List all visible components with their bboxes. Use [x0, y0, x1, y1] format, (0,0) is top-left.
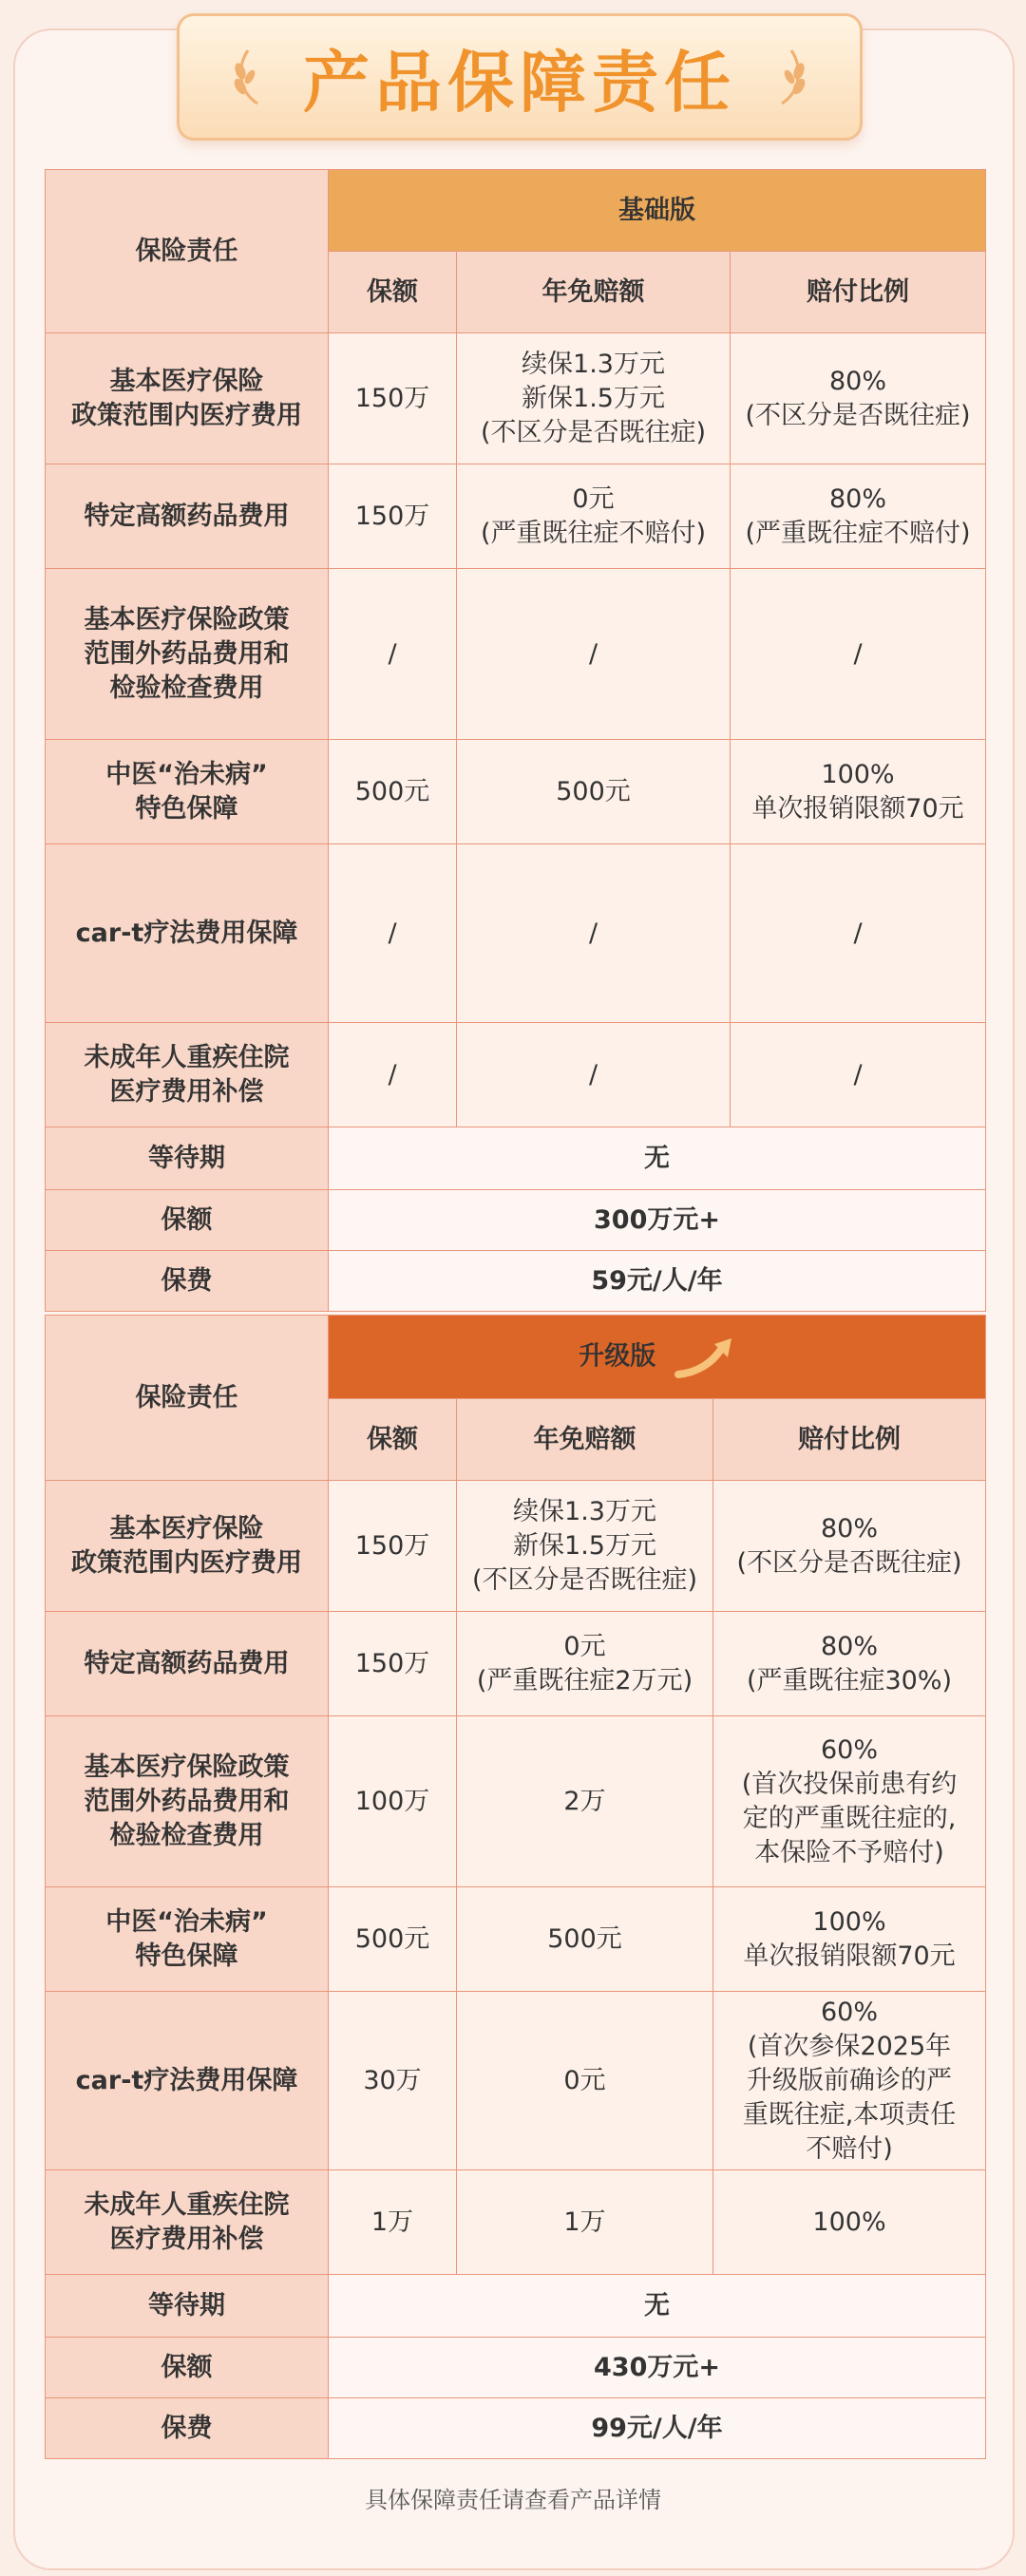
row-label: 未成年人重疾住院 医疗费用补偿 — [46, 1023, 329, 1127]
table-row — [46, 844, 986, 1023]
footer-note: 具体保障责任请查看产品详情 — [365, 2487, 661, 2513]
waiting-period-value: 无 — [329, 1127, 986, 1190]
title-banner — [177, 13, 863, 141]
deductible-cell: 2万 — [457, 1716, 713, 1887]
ratio-cell: 80% (不区分是否既往症) — [713, 1481, 986, 1612]
table-row — [46, 740, 986, 844]
deductible-cell: 1万 — [457, 2170, 713, 2275]
basic-plan-table — [45, 169, 986, 1312]
deductible-cell: 0元 — [457, 1992, 713, 2170]
ratio-cell: / — [731, 844, 986, 1023]
deductible-cell: / — [457, 844, 731, 1023]
amount-cell: / — [329, 569, 457, 740]
waiting-period-label: 等待期 — [46, 1127, 329, 1190]
premium-label: 保费 — [46, 2398, 329, 2459]
table-row — [46, 1481, 986, 1612]
page-title: 产品保障责任 — [303, 43, 736, 122]
upgrade-version-header — [329, 1316, 986, 1399]
row-label: 基本医疗保险 政策范围内医疗费用 — [46, 333, 329, 464]
coverage-value: 300万元+ — [329, 1190, 986, 1251]
premium-label: 保费 — [46, 1251, 329, 1312]
amount-cell: 500元 — [329, 740, 457, 844]
column-header-amount: 保额 — [329, 252, 457, 333]
column-header-amount: 保额 — [329, 1399, 457, 1481]
ratio-cell: / — [731, 569, 986, 740]
ratio-cell: 80% (严重既往症不赔付) — [731, 464, 986, 569]
amount-cell: 150万 — [329, 333, 457, 464]
table-row — [46, 1992, 986, 2170]
table-row — [46, 1612, 986, 1716]
ratio-cell: 100% 单次报销限额70元 — [731, 740, 986, 844]
row-label: 未成年人重疾住院 医疗费用补偿 — [46, 2170, 329, 2275]
ratio-cell: 100% — [713, 2170, 986, 2275]
deductible-cell: 续保1.3万元 新保1.5万元 (不区分是否既往症) — [457, 1481, 713, 1612]
basic-version-header: 基础版 — [329, 170, 986, 252]
laurel-left-icon — [229, 48, 267, 105]
amount-cell: / — [329, 844, 457, 1023]
amount-cell: 150万 — [329, 1612, 457, 1716]
amount-cell: 500元 — [329, 1887, 457, 1992]
row-label: 中医“治未病” 特色保障 — [46, 1887, 329, 1992]
row-label: 基本医疗保险 政策范围内医疗费用 — [46, 1481, 329, 1612]
premium-value: 59元/人/年 — [329, 1251, 986, 1312]
waiting-period-label: 等待期 — [46, 2275, 329, 2338]
deductible-cell: / — [457, 569, 731, 740]
table-row — [46, 333, 986, 464]
deductible-cell: / — [457, 1023, 731, 1127]
amount-cell: 150万 — [329, 1481, 457, 1612]
coverage-label: 保额 — [46, 1190, 329, 1251]
amount-cell: 100万 — [329, 1716, 457, 1887]
amount-cell: 30万 — [329, 1992, 457, 2170]
deductible-cell: 500元 — [457, 740, 731, 844]
ratio-cell: 60% (首次参保2025年 升级版前确诊的严 重既往症,本项责任 不赔付) — [713, 1992, 986, 2170]
ratio-cell: / — [731, 1023, 986, 1127]
amount-cell: / — [329, 1023, 457, 1127]
deductible-cell: 500元 — [457, 1887, 713, 1992]
column-header-ratio: 赔付比例 — [731, 252, 986, 333]
amount-cell: 150万 — [329, 464, 457, 569]
deductible-cell: 0元 (严重既往症不赔付) — [457, 464, 731, 569]
table-row — [46, 464, 986, 569]
table-row — [46, 1716, 986, 1887]
column-header-ratio: 赔付比例 — [713, 1399, 986, 1481]
row-label: 特定高额药品费用 — [46, 464, 329, 569]
ratio-cell: 60% (首次投保前患有约 定的严重既往症的, 本保险不予赔付) — [713, 1716, 986, 1887]
deductible-cell: 0元 (严重既往症2万元) — [457, 1612, 713, 1716]
responsibility-label: 保险责任 — [46, 1316, 329, 1481]
ratio-cell: 100% 单次报销限额70元 — [713, 1887, 986, 1992]
responsibility-label: 保险责任 — [46, 170, 329, 333]
table-row — [46, 2170, 986, 2275]
premium-value: 99元/人/年 — [329, 2398, 986, 2459]
waiting-period-value: 无 — [329, 2275, 986, 2338]
row-label: 特定高额药品费用 — [46, 1612, 329, 1716]
upward-arrow-icon — [674, 1336, 735, 1378]
column-header-deductible: 年免赔额 — [457, 1399, 713, 1481]
row-label: 中医“治未病” 特色保障 — [46, 740, 329, 844]
laurel-right-icon — [772, 48, 810, 105]
amount-cell: 1万 — [329, 2170, 457, 2275]
row-label: 基本医疗保险政策 范围外药品费用和 检验检查费用 — [46, 1716, 329, 1887]
coverage-value: 430万元+ — [329, 2338, 986, 2398]
column-header-deductible: 年免赔额 — [457, 252, 731, 333]
table-row — [46, 1887, 986, 1992]
ratio-cell: 80% (不区分是否既往症) — [731, 333, 986, 464]
upgrade-version-label: 升级版 — [579, 1341, 656, 1371]
deductible-cell: 续保1.3万元 新保1.5万元 (不区分是否既往症) — [457, 333, 731, 464]
table-row — [46, 1023, 986, 1127]
row-label: car-t疗法费用保障 — [46, 844, 329, 1023]
coverage-label: 保额 — [46, 2338, 329, 2398]
upgrade-plan-table — [45, 1315, 986, 2459]
ratio-cell: 80% (严重既往症30%) — [713, 1612, 986, 1716]
table-row — [46, 569, 986, 740]
row-label: 基本医疗保险政策 范围外药品费用和 检验检查费用 — [46, 569, 329, 740]
row-label: car-t疗法费用保障 — [46, 1992, 329, 2170]
